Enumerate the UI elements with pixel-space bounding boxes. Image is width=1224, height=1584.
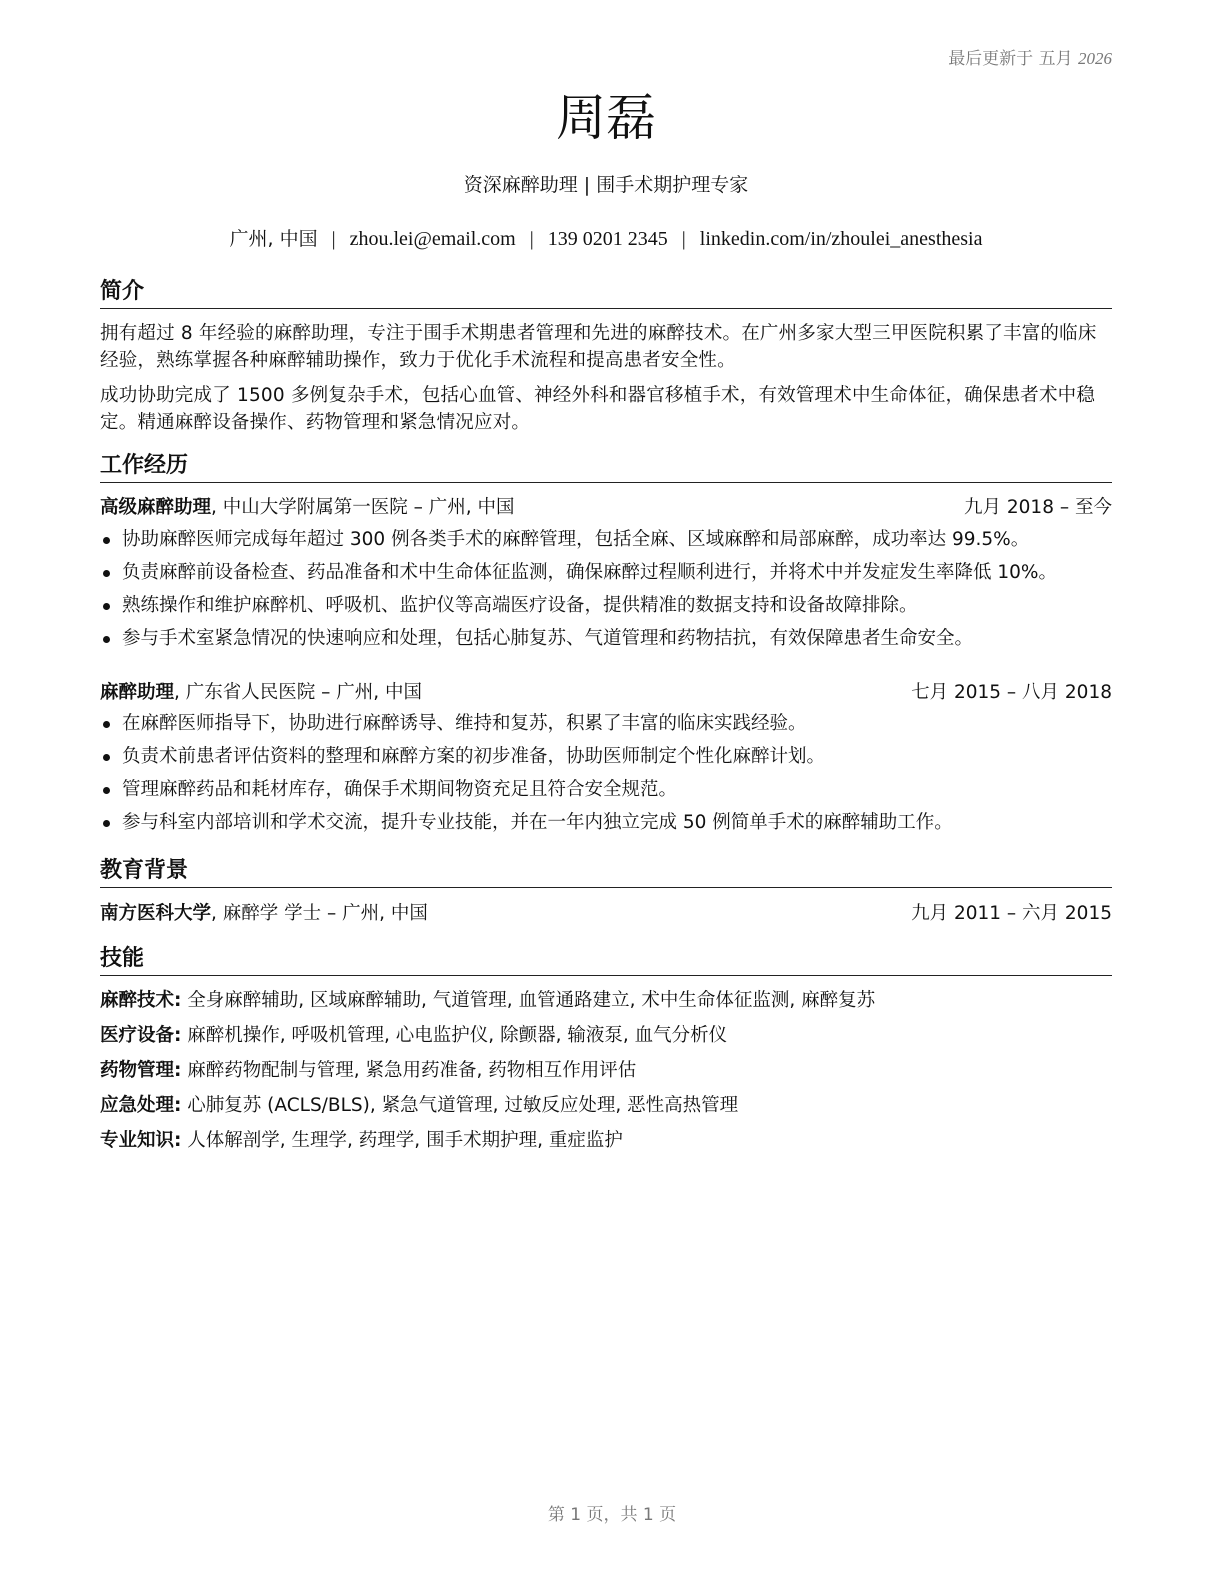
skill-row [100,1058,1112,1084]
contact-separator: | [529,228,534,250]
bullet-icon [103,603,110,610]
bullet-text: 负责麻醉前设备检查、药品准备和术中生命体征监测，确保麻醉过程顺利进行，并将术中并发症发生率降低 10%。 [122,562,1058,583]
bullet-icon [103,721,110,728]
section-title-education: 教育背景 [100,857,1112,888]
contact-separator: | [681,228,686,250]
bullet-text: 负责术前患者评估资料的整理和麻醉方案的初步准备，协助医师制定个性化麻醉计划。 [122,746,826,767]
job-org: , 广东省人民医院 – 广州, 中国 [174,682,423,703]
bullet-icon [103,537,110,544]
education-dates: 九月 2011 – 六月 2015 [911,903,1112,924]
education-entry [100,901,1112,927]
list-item [100,560,1112,593]
contact-location: 广州, 中国 [229,228,318,250]
bullet-icon [103,787,110,794]
skill-row [100,1093,1112,1119]
job-header [100,495,1112,521]
contact-line [100,224,1112,251]
contact-phone[interactable]: 139 0201 2345 [547,228,668,250]
bullet-text: 熟练操作和维护麻醉机、呼吸机、监护仪等高端医疗设备，提供精准的数据支持和设备故障排除。 [122,595,918,616]
last-updated-prefix: 最后更新于 五月 [948,49,1073,69]
section-title-summary: 简介 [100,278,1112,309]
candidate-headline: 资深麻醉助理 | 围手术期护理专家 [463,174,749,196]
list-item [100,626,1112,659]
job-org: , 中山大学附属第一医院 – 广州, 中国 [211,497,515,518]
skill-label: 药物管理: [100,1060,182,1081]
summary-paragraph: 成功协助完成了 1500 多例复杂手术，包括心血管、神经外科和器官移植手术，有效管理术中生命体征，确保患者术中稳定。精通麻醉设备操作、药物管理和紧急情况应对。 [100,385,1096,433]
job-role: 高级麻醉助理 [100,497,212,518]
skill-value: 心肺复苏 (ACLS/BLS), 紧急气道管理, 过敏反应处理, 恶性高热管理 [181,1095,739,1116]
skill-row [100,1023,1112,1049]
section-title-skills: 技能 [100,945,1112,976]
job-bullets [100,711,1112,843]
skill-value: 麻醉机操作, 呼吸机管理, 心电监护仪, 除颤器, 输液泵, 血气分析仪 [181,1025,728,1046]
skill-value: 全身麻醉辅助, 区域麻醉辅助, 气道管理, 血管通路建立, 术中生命体征监测, 麻醉复苏 [181,990,876,1011]
skill-label: 专业知识: [100,1130,182,1151]
contact-email[interactable]: zhou.lei@email.com [349,228,516,250]
skill-row [100,1128,1112,1154]
summary-paragraph: 拥有超过 8 年经验的麻醉助理，专注于围手术期患者管理和先进的麻醉技术。在广州多家大型三甲医院积累了丰富的临床经验，熟练掌握各种麻醉辅助操作，致力于优化手术流程和提高患者安全性。 [100,323,1097,371]
bullet-text: 在麻醉医师指导下，协助进行麻醉诱导、维持和复苏，积累了丰富的临床实践经验。 [122,713,807,734]
bullet-text: 参与手术室紧急情况的快速响应和处理，包括心肺复苏、气道管理和药物拮抗，有效保障患者生命安全。 [122,628,974,649]
job-dates: 七月 2015 – 八月 2018 [911,682,1112,703]
job-bullets [100,527,1112,659]
section-title-experience: 工作经历 [100,452,1112,483]
job-role: 麻醉助理 [100,682,175,703]
list-item [100,810,1112,843]
skill-value: 麻醉药物配制与管理, 紧急用药准备, 药物相互作用评估 [181,1060,637,1081]
list-item [100,593,1112,626]
bullet-icon [103,570,110,577]
skill-label: 医疗设备: [100,1025,182,1046]
skill-row [100,988,1112,1014]
bullet-icon [103,820,110,827]
bullet-text: 参与科室内部培训和学术交流，提升专业技能，并在一年内独立完成 50 例简单手术的麻醉辅助工作。 [122,812,953,833]
last-updated [948,44,1112,69]
list-item [100,711,1112,744]
skill-label: 应急处理: [100,1095,182,1116]
job-dates: 九月 2018 – 至今 [964,497,1112,518]
contact-separator: | [331,228,336,250]
page-number: 第 1 页，共 1 页 [547,1505,677,1525]
skill-value: 人体解剖学, 生理学, 药理学, 围手术期护理, 重症监护 [181,1130,623,1151]
list-item [100,527,1112,560]
education-detail: , 麻醉学 学士 – 广州, 中国 [211,903,428,924]
job-header [100,680,1112,706]
last-updated-year: 2026 [1078,49,1112,68]
bullet-text: 协助麻醉医师完成每年超过 300 例各类手术的麻醉管理，包括全麻、区域麻醉和局部麻醉，成功率达 99.5%。 [122,529,1030,550]
candidate-name: 周磊 [556,89,656,147]
contact-linkedin[interactable]: linkedin.com/in/zhoulei_anesthesia [699,228,983,250]
skill-label: 麻醉技术: [100,990,182,1011]
list-item [100,777,1112,810]
list-item [100,744,1112,777]
bullet-text: 管理麻醉药品和耗材库存，确保手术期间物资充足且符合安全规范。 [122,779,678,800]
bullet-icon [103,636,110,643]
education-school: 南方医科大学 [100,903,212,924]
bullet-icon [103,754,110,761]
